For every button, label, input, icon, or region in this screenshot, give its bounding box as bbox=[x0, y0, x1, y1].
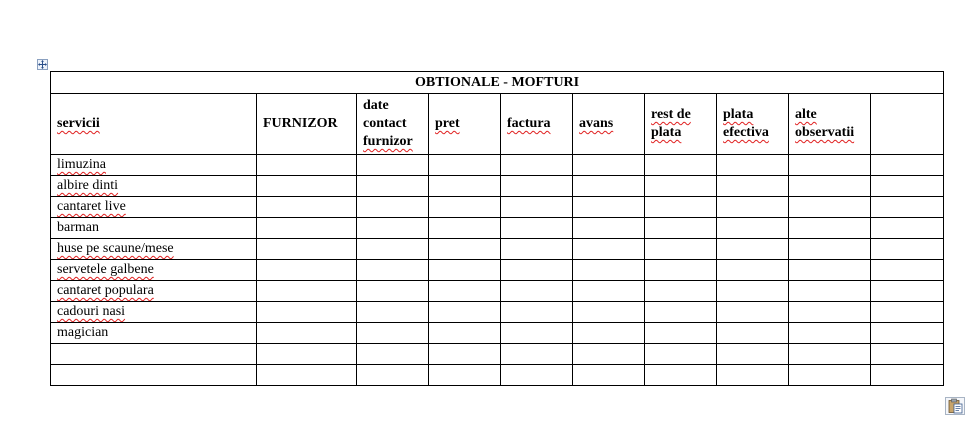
table-cell[interactable] bbox=[501, 281, 573, 302]
table-cell[interactable] bbox=[573, 239, 645, 260]
table-cell[interactable] bbox=[429, 281, 501, 302]
service-name-cell[interactable] bbox=[51, 197, 257, 218]
table-cell[interactable] bbox=[429, 239, 501, 260]
table-cell[interactable] bbox=[789, 176, 871, 197]
header-label: date contact furnizor bbox=[363, 98, 413, 149]
table-cell[interactable] bbox=[501, 239, 573, 260]
service-name: magician bbox=[57, 325, 109, 340]
table-cell[interactable] bbox=[357, 344, 429, 365]
table-cell[interactable] bbox=[257, 260, 357, 281]
table-cell[interactable] bbox=[717, 302, 789, 323]
table-cell[interactable] bbox=[501, 365, 573, 386]
table-cell[interactable] bbox=[429, 260, 501, 281]
service-name-cell[interactable] bbox=[51, 260, 257, 281]
service-name-cell[interactable] bbox=[51, 365, 257, 386]
header-cell-invoice[interactable] bbox=[501, 94, 573, 155]
header-label: alte observatii bbox=[795, 107, 855, 140]
header-cell-actual-payment[interactable] bbox=[717, 94, 789, 155]
table-cell[interactable] bbox=[789, 260, 871, 281]
table-cell[interactable] bbox=[257, 239, 357, 260]
table-cell[interactable] bbox=[789, 302, 871, 323]
table-cell[interactable] bbox=[429, 197, 501, 218]
table-cell[interactable] bbox=[501, 218, 573, 239]
service-name: huse pe scaune/mese bbox=[57, 241, 174, 256]
service-name-cell[interactable] bbox=[51, 218, 257, 239]
table-row bbox=[51, 218, 944, 239]
header-cell-advance[interactable] bbox=[573, 94, 645, 155]
table-cell[interactable] bbox=[871, 365, 944, 386]
header-label-word: furnizor bbox=[363, 134, 413, 149]
table-cell[interactable] bbox=[645, 344, 717, 365]
header-cell-empty[interactable] bbox=[871, 94, 944, 155]
table-cell[interactable] bbox=[257, 281, 357, 302]
table-cell[interactable] bbox=[573, 344, 645, 365]
table-cell[interactable] bbox=[357, 197, 429, 218]
table-cell[interactable] bbox=[573, 197, 645, 218]
table-cell[interactable] bbox=[871, 218, 944, 239]
table-cell[interactable] bbox=[645, 155, 717, 176]
service-name: cadouri nasi bbox=[57, 304, 126, 319]
table-cell[interactable] bbox=[357, 155, 429, 176]
table-cell[interactable] bbox=[357, 323, 429, 344]
header-cell-other-notes[interactable] bbox=[789, 94, 871, 155]
header-label: avans bbox=[579, 116, 614, 131]
table-cell[interactable] bbox=[501, 344, 573, 365]
table-cell[interactable] bbox=[429, 302, 501, 323]
table-row bbox=[51, 323, 944, 344]
table-cell[interactable] bbox=[357, 281, 429, 302]
table-cell[interactable] bbox=[357, 239, 429, 260]
table-cell[interactable] bbox=[789, 323, 871, 344]
table-cell[interactable] bbox=[789, 155, 871, 176]
service-name-cell[interactable] bbox=[51, 323, 257, 344]
table-row bbox=[51, 260, 944, 281]
table-cell[interactable] bbox=[357, 365, 429, 386]
service-name: albire dinti bbox=[57, 178, 119, 193]
table-row bbox=[51, 365, 944, 386]
table-header-row bbox=[51, 94, 944, 155]
table-cell[interactable] bbox=[573, 365, 645, 386]
table-cell[interactable] bbox=[501, 323, 573, 344]
table-cell[interactable] bbox=[429, 218, 501, 239]
header-cell-remaining[interactable] bbox=[645, 94, 717, 155]
table-cell[interactable] bbox=[501, 302, 573, 323]
table-cell[interactable] bbox=[357, 260, 429, 281]
table-row bbox=[51, 281, 944, 302]
table-cell[interactable] bbox=[871, 155, 944, 176]
table-cell[interactable] bbox=[717, 344, 789, 365]
service-name-cell[interactable] bbox=[51, 176, 257, 197]
header-cell-supplier[interactable] bbox=[257, 94, 357, 155]
table-cell[interactable] bbox=[573, 176, 645, 197]
table-cell[interactable] bbox=[717, 155, 789, 176]
table-cell[interactable] bbox=[257, 302, 357, 323]
table-cell[interactable] bbox=[871, 239, 944, 260]
table-body bbox=[51, 155, 944, 386]
header-label: plata efectiva bbox=[723, 107, 769, 140]
table-cell[interactable] bbox=[257, 365, 357, 386]
table-row bbox=[51, 302, 944, 323]
table-cell[interactable] bbox=[717, 176, 789, 197]
header-label: rest de plata bbox=[651, 107, 691, 140]
table-cell[interactable] bbox=[501, 176, 573, 197]
service-name: cantaret live bbox=[57, 199, 126, 214]
optional-extras-table bbox=[50, 71, 944, 386]
table-cell[interactable] bbox=[871, 197, 944, 218]
table-cell[interactable] bbox=[871, 176, 944, 197]
service-name-cell[interactable] bbox=[51, 281, 257, 302]
table-cell[interactable] bbox=[573, 260, 645, 281]
table-cell[interactable] bbox=[789, 218, 871, 239]
table-row bbox=[51, 239, 944, 260]
table-cell[interactable] bbox=[573, 281, 645, 302]
table-cell[interactable] bbox=[257, 176, 357, 197]
table-cell[interactable] bbox=[645, 365, 717, 386]
table-cell[interactable] bbox=[429, 155, 501, 176]
table-cell[interactable] bbox=[501, 155, 573, 176]
table-row bbox=[51, 197, 944, 218]
service-name-cell[interactable] bbox=[51, 239, 257, 260]
table-cell[interactable] bbox=[501, 197, 573, 218]
service-name: limuzina bbox=[57, 157, 106, 172]
table-cell[interactable] bbox=[573, 218, 645, 239]
table-cell[interactable] bbox=[717, 197, 789, 218]
table-cell[interactable] bbox=[717, 239, 789, 260]
table-cell[interactable] bbox=[871, 260, 944, 281]
table-cell[interactable] bbox=[871, 323, 944, 344]
table-title[interactable]: OBTIONALE - MOFTURI bbox=[51, 72, 944, 94]
table-row bbox=[51, 176, 944, 197]
service-name-cell[interactable] bbox=[51, 302, 257, 323]
table-cell[interactable] bbox=[429, 323, 501, 344]
paste-options-icon[interactable] bbox=[945, 397, 965, 415]
table-cell[interactable] bbox=[257, 155, 357, 176]
table-cell[interactable] bbox=[645, 323, 717, 344]
table-cell[interactable] bbox=[789, 197, 871, 218]
header-cell-services[interactable] bbox=[51, 94, 257, 155]
table-cell[interactable] bbox=[573, 155, 645, 176]
table-cell[interactable] bbox=[429, 365, 501, 386]
table-cell[interactable] bbox=[717, 323, 789, 344]
table-cell[interactable] bbox=[645, 281, 717, 302]
header-cell-price[interactable] bbox=[429, 94, 501, 155]
table-cell[interactable] bbox=[789, 281, 871, 302]
service-name: servetele galbene bbox=[57, 262, 154, 277]
table-cell[interactable] bbox=[871, 281, 944, 302]
header-cell-supplier-contact[interactable] bbox=[357, 94, 429, 155]
table-cell[interactable] bbox=[717, 260, 789, 281]
table-cell[interactable] bbox=[717, 281, 789, 302]
table-cell[interactable] bbox=[871, 344, 944, 365]
table-cell[interactable] bbox=[501, 260, 573, 281]
table-cell[interactable] bbox=[789, 344, 871, 365]
table-cell[interactable] bbox=[645, 302, 717, 323]
table-cell[interactable] bbox=[573, 323, 645, 344]
table-cell[interactable] bbox=[871, 302, 944, 323]
table-title-row bbox=[51, 72, 944, 94]
table-cell[interactable] bbox=[429, 344, 501, 365]
table-cell[interactable] bbox=[257, 323, 357, 344]
service-name-cell[interactable] bbox=[51, 344, 257, 365]
table-cell[interactable] bbox=[357, 218, 429, 239]
header-label: servicii bbox=[57, 116, 100, 131]
table-cell[interactable] bbox=[717, 365, 789, 386]
table-cell[interactable] bbox=[573, 302, 645, 323]
table-cell[interactable] bbox=[717, 218, 789, 239]
table-cell[interactable] bbox=[257, 197, 357, 218]
table-cell[interactable] bbox=[357, 176, 429, 197]
service-name-cell[interactable] bbox=[51, 155, 257, 176]
table-cell[interactable] bbox=[257, 344, 357, 365]
header-label: FURNIZOR bbox=[263, 116, 338, 131]
header-label: factura bbox=[507, 116, 551, 131]
table-row bbox=[51, 344, 944, 365]
table-cell[interactable] bbox=[645, 218, 717, 239]
table-cell[interactable] bbox=[429, 176, 501, 197]
table-cell[interactable] bbox=[645, 176, 717, 197]
table-row bbox=[51, 155, 944, 176]
table-cell[interactable] bbox=[645, 239, 717, 260]
table-cell[interactable] bbox=[645, 197, 717, 218]
table-cell[interactable] bbox=[257, 218, 357, 239]
service-name: barman bbox=[57, 220, 99, 235]
table-cell[interactable] bbox=[357, 302, 429, 323]
table-cell[interactable] bbox=[789, 239, 871, 260]
table-cell[interactable] bbox=[789, 365, 871, 386]
header-label: pret bbox=[435, 116, 460, 131]
table-move-handle-icon[interactable] bbox=[37, 59, 48, 70]
service-name: cantaret populara bbox=[57, 283, 154, 298]
table-cell[interactable] bbox=[645, 260, 717, 281]
